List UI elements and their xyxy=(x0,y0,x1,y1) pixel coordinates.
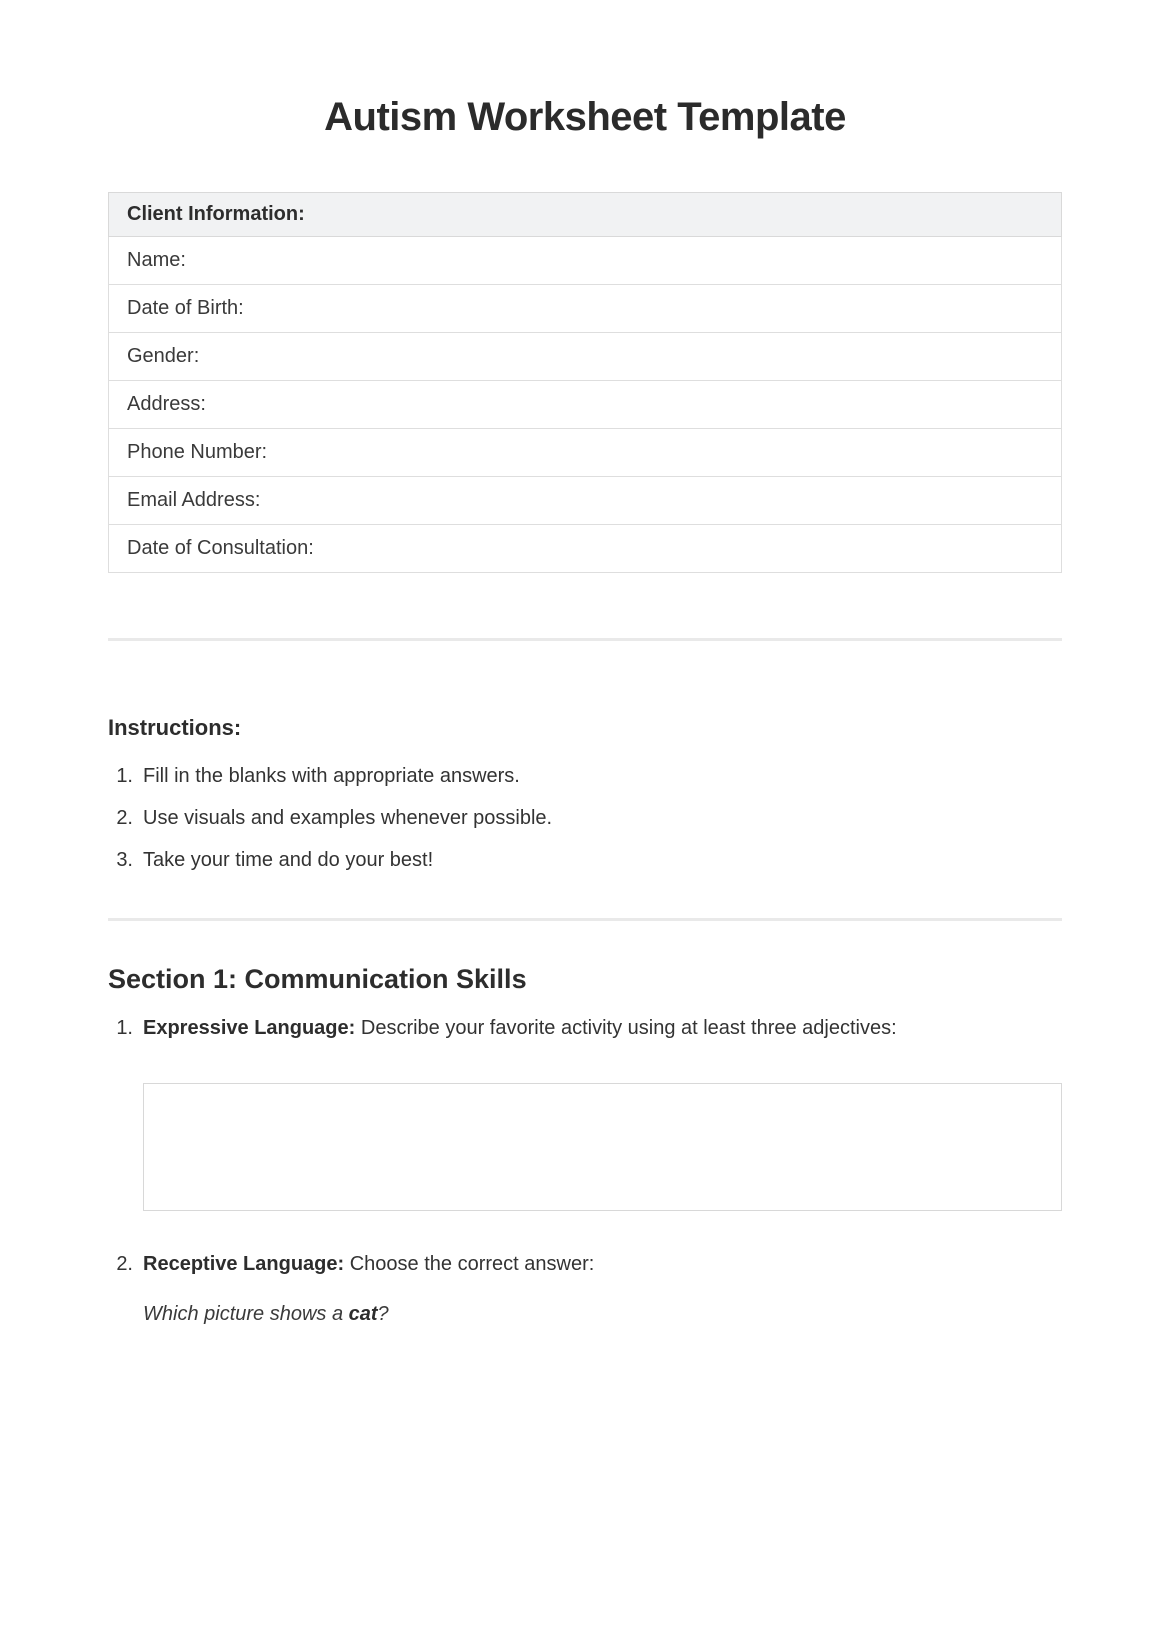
client-table-header-row xyxy=(109,193,1062,237)
client-field-email-address: Email Address: xyxy=(109,477,1062,525)
question-bold-word: cat xyxy=(348,1303,378,1325)
client-field-name: Name: xyxy=(109,237,1062,285)
item-prompt: Describe your favorite activity using at least three adjectives: xyxy=(360,1017,897,1039)
table-row xyxy=(109,285,1062,333)
page-title: Autism Worksheet Template xyxy=(324,95,846,139)
section-1-list xyxy=(108,1017,1062,1326)
divider xyxy=(108,638,1062,641)
client-field-phone-number: Phone Number: xyxy=(109,429,1062,477)
client-information-table xyxy=(108,192,1062,573)
item-label: Expressive Language: xyxy=(143,1017,356,1039)
list-item-text: Use visuals and examples whenever possible. xyxy=(143,807,553,829)
list-item-text xyxy=(143,1017,897,1040)
list-item xyxy=(108,849,1062,872)
client-table-header: Client Information: xyxy=(109,193,1062,237)
section-1-heading: Section 1: Communication Skills xyxy=(108,964,527,994)
table-row xyxy=(109,477,1062,525)
list-item-text xyxy=(143,1253,594,1276)
instructions-heading: Instructions: xyxy=(108,715,242,740)
divider xyxy=(108,918,1062,921)
table-row xyxy=(109,525,1062,573)
list-item-number: 3. xyxy=(116,849,133,871)
client-field-gender: Gender: xyxy=(109,333,1062,381)
list-item xyxy=(108,807,1062,830)
item-label: Receptive Language: xyxy=(143,1253,345,1275)
table-row xyxy=(109,429,1062,477)
list-item-number: 1. xyxy=(116,765,133,787)
question-suffix: ? xyxy=(377,1303,389,1325)
table-row xyxy=(109,237,1062,285)
section-1-item-expressive-language xyxy=(108,1017,1062,1211)
list-item-number: 2. xyxy=(116,1253,133,1275)
list-item xyxy=(108,1017,1062,1040)
table-row xyxy=(109,381,1062,429)
list-item-text: Take your time and do your best! xyxy=(143,849,434,871)
list-item xyxy=(108,765,1062,788)
list-item xyxy=(108,1253,1062,1276)
client-field-address: Address: xyxy=(109,381,1062,429)
list-item-number: 1. xyxy=(116,1017,133,1039)
list-item-text: Fill in the blanks with appropriate answers. xyxy=(143,765,520,787)
expressive-language-answer-box[interactable] xyxy=(143,1083,1062,1211)
item-prompt: Choose the correct answer: xyxy=(349,1253,595,1275)
client-field-date-of-birth: Date of Birth: xyxy=(109,285,1062,333)
list-item-number: 2. xyxy=(116,807,133,829)
instructions-list xyxy=(108,765,1062,872)
client-field-date-of-consultation: Date of Consultation: xyxy=(109,525,1062,573)
section-1-item-receptive-language xyxy=(108,1253,1062,1326)
table-row xyxy=(109,333,1062,381)
receptive-language-question xyxy=(143,1303,1062,1326)
question-prefix: Which picture shows a xyxy=(143,1303,344,1325)
